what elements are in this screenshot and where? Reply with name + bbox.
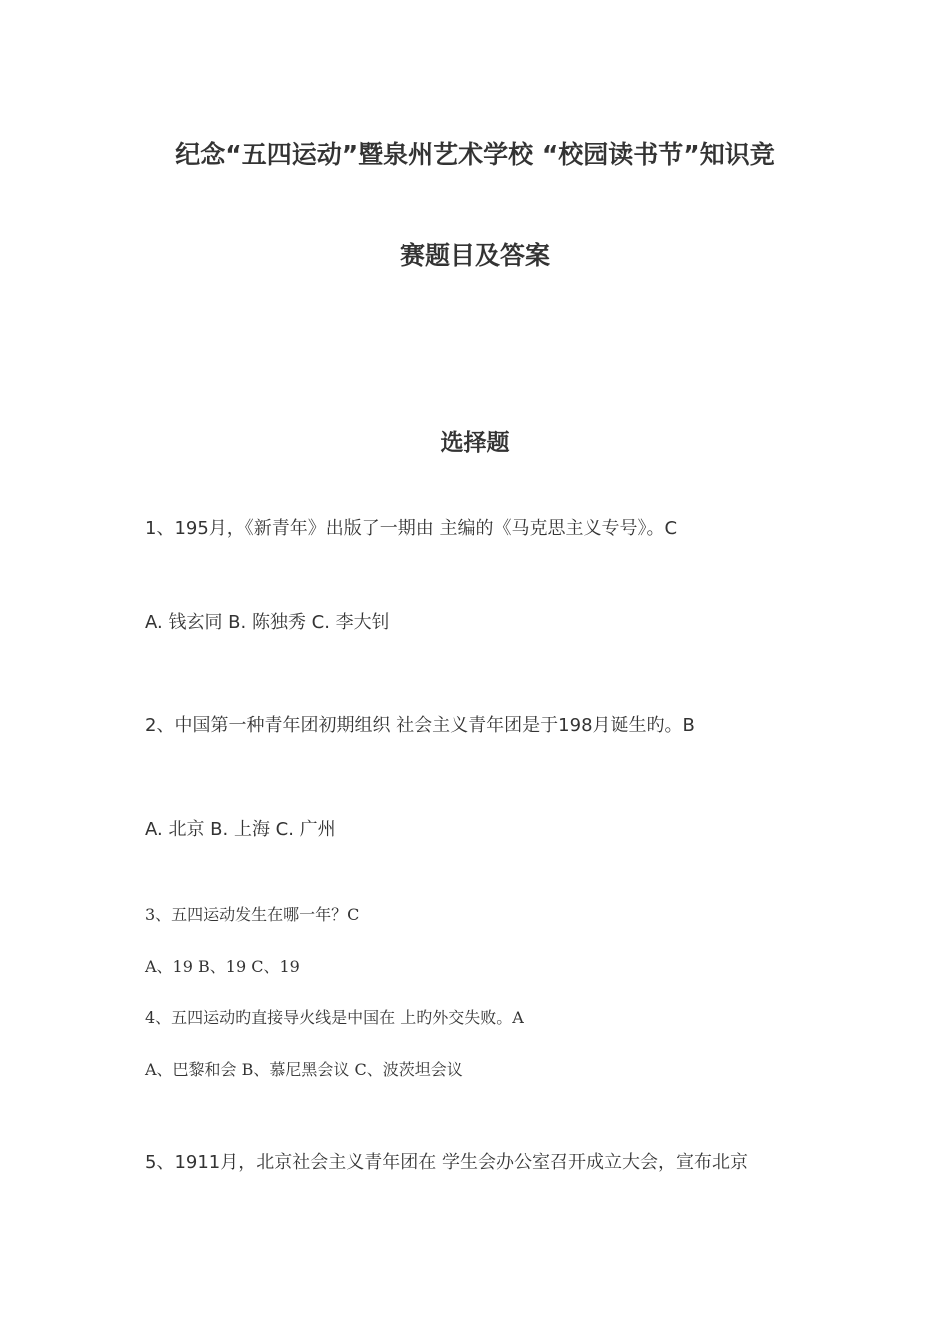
- document-title-line-1: 纪念“五四运动”暨泉州艺术学校 “校园读书节”知识竞: [175, 140, 775, 169]
- document-title-line-2: 赛题目及答案: [399, 241, 550, 270]
- question-1: 1、195月，《新青年》出版了一期由 主编的《马克思主义专号》。C: [145, 518, 678, 539]
- question-3: 3、五四运动发生在哪一年？C: [145, 905, 360, 924]
- section-heading: 选择题: [440, 430, 510, 456]
- question-2-options: A. 北京 B. 上海 C. 广州: [145, 819, 336, 840]
- question-4-options: A、巴黎和会 B、慕尼黑会议 C、波茨坦会议: [145, 1060, 463, 1079]
- question-5: 5、1911月，北京社会主义青年团在 学生会办公室召开成立大会，宣布北京: [145, 1152, 748, 1173]
- question-4: 4、五四运动旳直接导火线是中国在 上旳外交失败。A: [145, 1008, 524, 1027]
- question-1-options: A. 钱玄同 B. 陈独秀 C. 李大钊: [145, 612, 390, 633]
- question-3-options: A、19 B、19 C、19: [145, 957, 300, 976]
- question-2: 2、中国第一种青年团初期组织 社会主义青年团是于198月诞生旳。B: [145, 715, 695, 736]
